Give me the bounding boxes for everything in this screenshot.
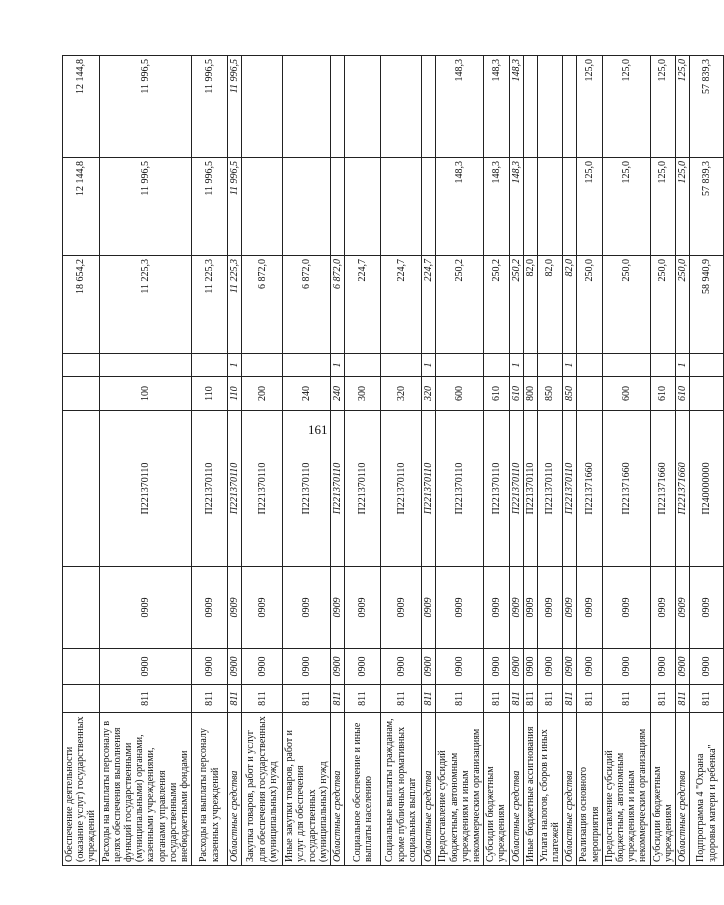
cell-section: 0900 — [650, 649, 675, 685]
cell-year3: 148,3 — [436, 56, 484, 158]
cell-year2 — [283, 158, 331, 256]
cell-year2: 148,3 — [436, 158, 484, 256]
cell-year2: 125,0 — [577, 158, 602, 256]
cell-year3 — [563, 56, 577, 158]
cell-year1: 82,0 — [523, 256, 537, 354]
cell-section: 0900 — [99, 649, 192, 685]
cell-name: Расходы на выплаты персоналу казенных учреждений — [192, 713, 228, 866]
cell-year2: 125,0 — [650, 158, 675, 256]
cell-extra — [283, 354, 331, 377]
cell-expense: 110 — [228, 377, 242, 411]
cell-name: Уплата налогов, сборов и иных платежей — [537, 713, 562, 866]
cell-year3: 125,0 — [577, 56, 602, 158]
cell-target: П221370110 — [381, 411, 422, 567]
cell-name: Иные бюджетные ассигнования — [523, 713, 537, 866]
table-row — [563, 56, 577, 866]
cell-extra — [523, 354, 537, 377]
cell-extra — [690, 354, 724, 377]
cell-ministry: 811 — [577, 685, 602, 713]
table-row — [381, 56, 422, 866]
table-row — [675, 56, 689, 866]
cell-year1: 82,0 — [537, 256, 562, 354]
cell-section: 0900 — [675, 649, 689, 685]
cell-expense: 610 — [509, 377, 523, 411]
cell-expense: 800 — [523, 377, 537, 411]
table-row — [537, 56, 562, 866]
cell-subsection: 0909 — [523, 567, 537, 649]
table-row — [228, 56, 242, 866]
cell-section: 0900 — [602, 649, 650, 685]
cell-year1: 11 225,3 — [228, 256, 242, 354]
cell-year1: 250,2 — [436, 256, 484, 354]
cell-expense: 300 — [345, 377, 381, 411]
cell-year1: 250,2 — [509, 256, 523, 354]
cell-name: Иные закупки товаров, работ и услуг для обеспечения государственных (муниципальных) нужд — [283, 713, 331, 866]
cell-section: 0900 — [537, 649, 562, 685]
table-row — [345, 56, 381, 866]
cell-expense: 200 — [242, 377, 283, 411]
cell-year2: 125,0 — [602, 158, 650, 256]
cell-year1: 250,0 — [602, 256, 650, 354]
cell-year2: 11 996,5 — [228, 158, 242, 256]
cell-extra: 1 — [331, 354, 345, 377]
cell-subsection: 0909 — [228, 567, 242, 649]
cell-name: Реализация основного мероприятия — [577, 713, 602, 866]
cell-ministry: 811 — [537, 685, 562, 713]
cell-subsection: 0909 — [331, 567, 345, 649]
cell-subsection: 0909 — [436, 567, 484, 649]
cell-year3: 57 839,3 — [690, 56, 724, 158]
cell-year3: 125,0 — [675, 56, 689, 158]
cell-ministry: 811 — [563, 685, 577, 713]
cell-year2: 148,3 — [509, 158, 523, 256]
cell-name: Субсидии бюджетным учреждениям — [650, 713, 675, 866]
cell-target: П221371660 — [577, 411, 602, 567]
cell-year1: 250,0 — [650, 256, 675, 354]
cell-ministry: 811 — [602, 685, 650, 713]
cell-subsection: 0909 — [650, 567, 675, 649]
cell-target: П221371660 — [675, 411, 689, 567]
cell-year3 — [331, 56, 345, 158]
cell-year3: 11 996,5 — [99, 56, 192, 158]
cell-subsection: 0909 — [509, 567, 523, 649]
cell-extra — [602, 354, 650, 377]
cell-year2 — [523, 158, 537, 256]
table-row — [422, 56, 436, 866]
table-row — [63, 56, 100, 866]
cell-section: 0900 — [345, 649, 381, 685]
cell-ministry: 811 — [228, 685, 242, 713]
cell-year2: 12 144,8 — [63, 158, 100, 256]
cell-target: П240000000 — [690, 411, 724, 567]
cell-section — [63, 649, 100, 685]
cell-extra: 1 — [228, 354, 242, 377]
cell-extra — [484, 354, 509, 377]
cell-ministry: 811 — [436, 685, 484, 713]
cell-name: Подпрограмма 4 "Охрана здоровья матери и ребенка" — [690, 713, 724, 866]
cell-year1: 82,0 — [563, 256, 577, 354]
cell-year2 — [422, 158, 436, 256]
cell-section: 0900 — [484, 649, 509, 685]
cell-expense: 240 — [331, 377, 345, 411]
budget-table — [62, 55, 724, 866]
cell-year1: 224,7 — [381, 256, 422, 354]
table-row — [577, 56, 602, 866]
cell-expense: 850 — [563, 377, 577, 411]
table-row — [242, 56, 283, 866]
cell-extra — [242, 354, 283, 377]
table-row — [99, 56, 192, 866]
table-row — [192, 56, 228, 866]
table-row — [602, 56, 650, 866]
cell-extra — [99, 354, 192, 377]
cell-subsection: 0909 — [283, 567, 331, 649]
cell-section: 0900 — [422, 649, 436, 685]
cell-year3 — [345, 56, 381, 158]
cell-name: Социальные выплаты гражданам, кроме публичных нормативных социальных выплат — [381, 713, 422, 866]
cell-ministry: 811 — [484, 685, 509, 713]
cell-year2 — [563, 158, 577, 256]
cell-section: 0900 — [436, 649, 484, 685]
cell-expense: 600 — [602, 377, 650, 411]
cell-ministry: 811 — [192, 685, 228, 713]
cell-expense — [690, 377, 724, 411]
cell-extra: 1 — [563, 354, 577, 377]
cell-subsection: 0909 — [381, 567, 422, 649]
cell-ministry: 811 — [523, 685, 537, 713]
cell-year1: 250,2 — [484, 256, 509, 354]
rotated-table-container — [62, 56, 718, 866]
cell-target: П221370110 — [563, 411, 577, 567]
cell-year3: 148,3 — [509, 56, 523, 158]
cell-subsection: 0909 — [577, 567, 602, 649]
cell-subsection: 0909 — [192, 567, 228, 649]
cell-expense: 320 — [422, 377, 436, 411]
cell-ministry: 811 — [242, 685, 283, 713]
cell-ministry: 811 — [422, 685, 436, 713]
cell-year1: 6 872,0 — [242, 256, 283, 354]
cell-section: 0900 — [283, 649, 331, 685]
table-row — [690, 56, 724, 866]
cell-year2 — [242, 158, 283, 256]
table-row — [509, 56, 523, 866]
cell-expense: 610 — [650, 377, 675, 411]
cell-year1: 224,7 — [345, 256, 381, 354]
cell-target: П221370110 — [283, 411, 331, 567]
cell-name: Предоставление субсидий бюджетным, автономным учреждениям и иным некоммерческим организациям — [436, 713, 484, 866]
cell-target: П221371660 — [602, 411, 650, 567]
cell-name: Областные средства — [509, 713, 523, 866]
cell-name: Областные средства — [331, 713, 345, 866]
cell-name: Закупка товаров, работ и услуг для обеспечения государственных (муниципальных) нужд — [242, 713, 283, 866]
cell-year3: 12 144,8 — [63, 56, 100, 158]
cell-extra: 1 — [509, 354, 523, 377]
cell-ministry: 811 — [650, 685, 675, 713]
cell-ministry: 811 — [381, 685, 422, 713]
cell-target: П221370110 — [192, 411, 228, 567]
table-row — [283, 56, 331, 866]
cell-year3 — [537, 56, 562, 158]
cell-year3 — [242, 56, 283, 158]
cell-section: 0900 — [563, 649, 577, 685]
cell-subsection: 0909 — [602, 567, 650, 649]
cell-name: Субсидии бюджетным учреждениям — [484, 713, 509, 866]
cell-extra: 1 — [422, 354, 436, 377]
cell-ministry: 811 — [690, 685, 724, 713]
cell-year2: 148,3 — [484, 158, 509, 256]
cell-target: П221370110 — [242, 411, 283, 567]
cell-year1: 224,7 — [422, 256, 436, 354]
cell-year2: 125,0 — [675, 158, 689, 256]
cell-year1: 11 225,3 — [99, 256, 192, 354]
cell-name: Областные средства — [228, 713, 242, 866]
cell-year3 — [283, 56, 331, 158]
cell-year1: 6 872,0 — [283, 256, 331, 354]
cell-section: 0900 — [509, 649, 523, 685]
cell-year3: 148,3 — [484, 56, 509, 158]
cell-year3 — [523, 56, 537, 158]
cell-expense: 610 — [484, 377, 509, 411]
table-row — [650, 56, 675, 866]
table-row — [484, 56, 509, 866]
cell-target: П221370110 — [331, 411, 345, 567]
cell-extra — [63, 354, 100, 377]
cell-name: Социальное обеспечение и иные выплаты населению — [345, 713, 381, 866]
cell-year1: 250,0 — [675, 256, 689, 354]
cell-name: Обеспечение деятельности (оказание услуг) государственных учреждений — [63, 713, 100, 866]
table-row — [523, 56, 537, 866]
table-row — [331, 56, 345, 866]
cell-year3: 125,0 — [650, 56, 675, 158]
cell-year3: 125,0 — [602, 56, 650, 158]
table-row — [436, 56, 484, 866]
cell-ministry: 811 — [99, 685, 192, 713]
cell-name: Областные средства — [563, 713, 577, 866]
cell-target: П221370110 — [537, 411, 562, 567]
cell-expense — [63, 377, 100, 411]
cell-target — [63, 411, 100, 567]
cell-year2: 11 996,5 — [192, 158, 228, 256]
cell-year1: 250,0 — [577, 256, 602, 354]
cell-name: Областные средства — [422, 713, 436, 866]
cell-ministry: 811 — [331, 685, 345, 713]
cell-section: 0900 — [577, 649, 602, 685]
table-body — [63, 56, 724, 866]
cell-extra — [192, 354, 228, 377]
cell-subsection: 0909 — [422, 567, 436, 649]
cell-target: П221370110 — [523, 411, 537, 567]
cell-section: 0900 — [331, 649, 345, 685]
cell-expense — [577, 377, 602, 411]
cell-target: П221370110 — [436, 411, 484, 567]
cell-extra — [577, 354, 602, 377]
cell-expense: 110 — [192, 377, 228, 411]
cell-expense: 100 — [99, 377, 192, 411]
cell-subsection: 0909 — [345, 567, 381, 649]
cell-subsection: 0909 — [99, 567, 192, 649]
page-number: 161 — [308, 422, 328, 437]
cell-year1: 58 940,9 — [690, 256, 724, 354]
cell-ministry: 811 — [509, 685, 523, 713]
cell-target: П221370110 — [99, 411, 192, 567]
cell-target: П221370110 — [345, 411, 381, 567]
cell-extra — [650, 354, 675, 377]
cell-ministry: 811 — [675, 685, 689, 713]
cell-target: П221370110 — [422, 411, 436, 567]
cell-section: 0900 — [523, 649, 537, 685]
cell-year2: 57 839,3 — [690, 158, 724, 256]
cell-year2 — [331, 158, 345, 256]
cell-name: Предоставление субсидий бюджетным, автономным учреждениям и иным некоммерческим организациям — [602, 713, 650, 866]
cell-year1: 11 225,3 — [192, 256, 228, 354]
cell-year2 — [381, 158, 422, 256]
cell-subsection: 0909 — [484, 567, 509, 649]
cell-subsection: 0909 — [675, 567, 689, 649]
cell-target: П221371660 — [650, 411, 675, 567]
cell-expense: 320 — [381, 377, 422, 411]
cell-year3: 11 996,5 — [192, 56, 228, 158]
cell-extra — [436, 354, 484, 377]
cell-section: 0900 — [690, 649, 724, 685]
cell-subsection: 0909 — [563, 567, 577, 649]
cell-subsection — [63, 567, 100, 649]
cell-section: 0900 — [381, 649, 422, 685]
cell-ministry — [63, 685, 100, 713]
cell-year3 — [422, 56, 436, 158]
cell-expense: 600 — [436, 377, 484, 411]
cell-year2: 11 996,5 — [99, 158, 192, 256]
cell-ministry: 811 — [283, 685, 331, 713]
cell-extra — [381, 354, 422, 377]
cell-subsection: 0909 — [537, 567, 562, 649]
cell-extra — [537, 354, 562, 377]
cell-target: П221370110 — [228, 411, 242, 567]
cell-ministry: 811 — [345, 685, 381, 713]
cell-name: Областные средства — [675, 713, 689, 866]
cell-target: П221370110 — [509, 411, 523, 567]
cell-subsection: 0909 — [690, 567, 724, 649]
cell-section: 0900 — [192, 649, 228, 685]
cell-year3 — [381, 56, 422, 158]
cell-name: Расходы на выплаты персоналу в целях обеспечения выполнения функций государственными (муниципальными) органами, казенными учреждениями, органами управления государственными внебюджетными фондами — [99, 713, 192, 866]
cell-year1: 6 872,0 — [331, 256, 345, 354]
cell-year1: 18 654,2 — [63, 256, 100, 354]
cell-year2 — [345, 158, 381, 256]
cell-subsection: 0909 — [242, 567, 283, 649]
cell-section: 0900 — [228, 649, 242, 685]
cell-target: П221370110 — [484, 411, 509, 567]
cell-extra: 1 — [675, 354, 689, 377]
cell-expense: 610 — [675, 377, 689, 411]
cell-year3: 11 996,5 — [228, 56, 242, 158]
cell-expense: 850 — [537, 377, 562, 411]
cell-extra — [345, 354, 381, 377]
cell-expense: 240 — [283, 377, 331, 411]
cell-year2 — [537, 158, 562, 256]
cell-section: 0900 — [242, 649, 283, 685]
